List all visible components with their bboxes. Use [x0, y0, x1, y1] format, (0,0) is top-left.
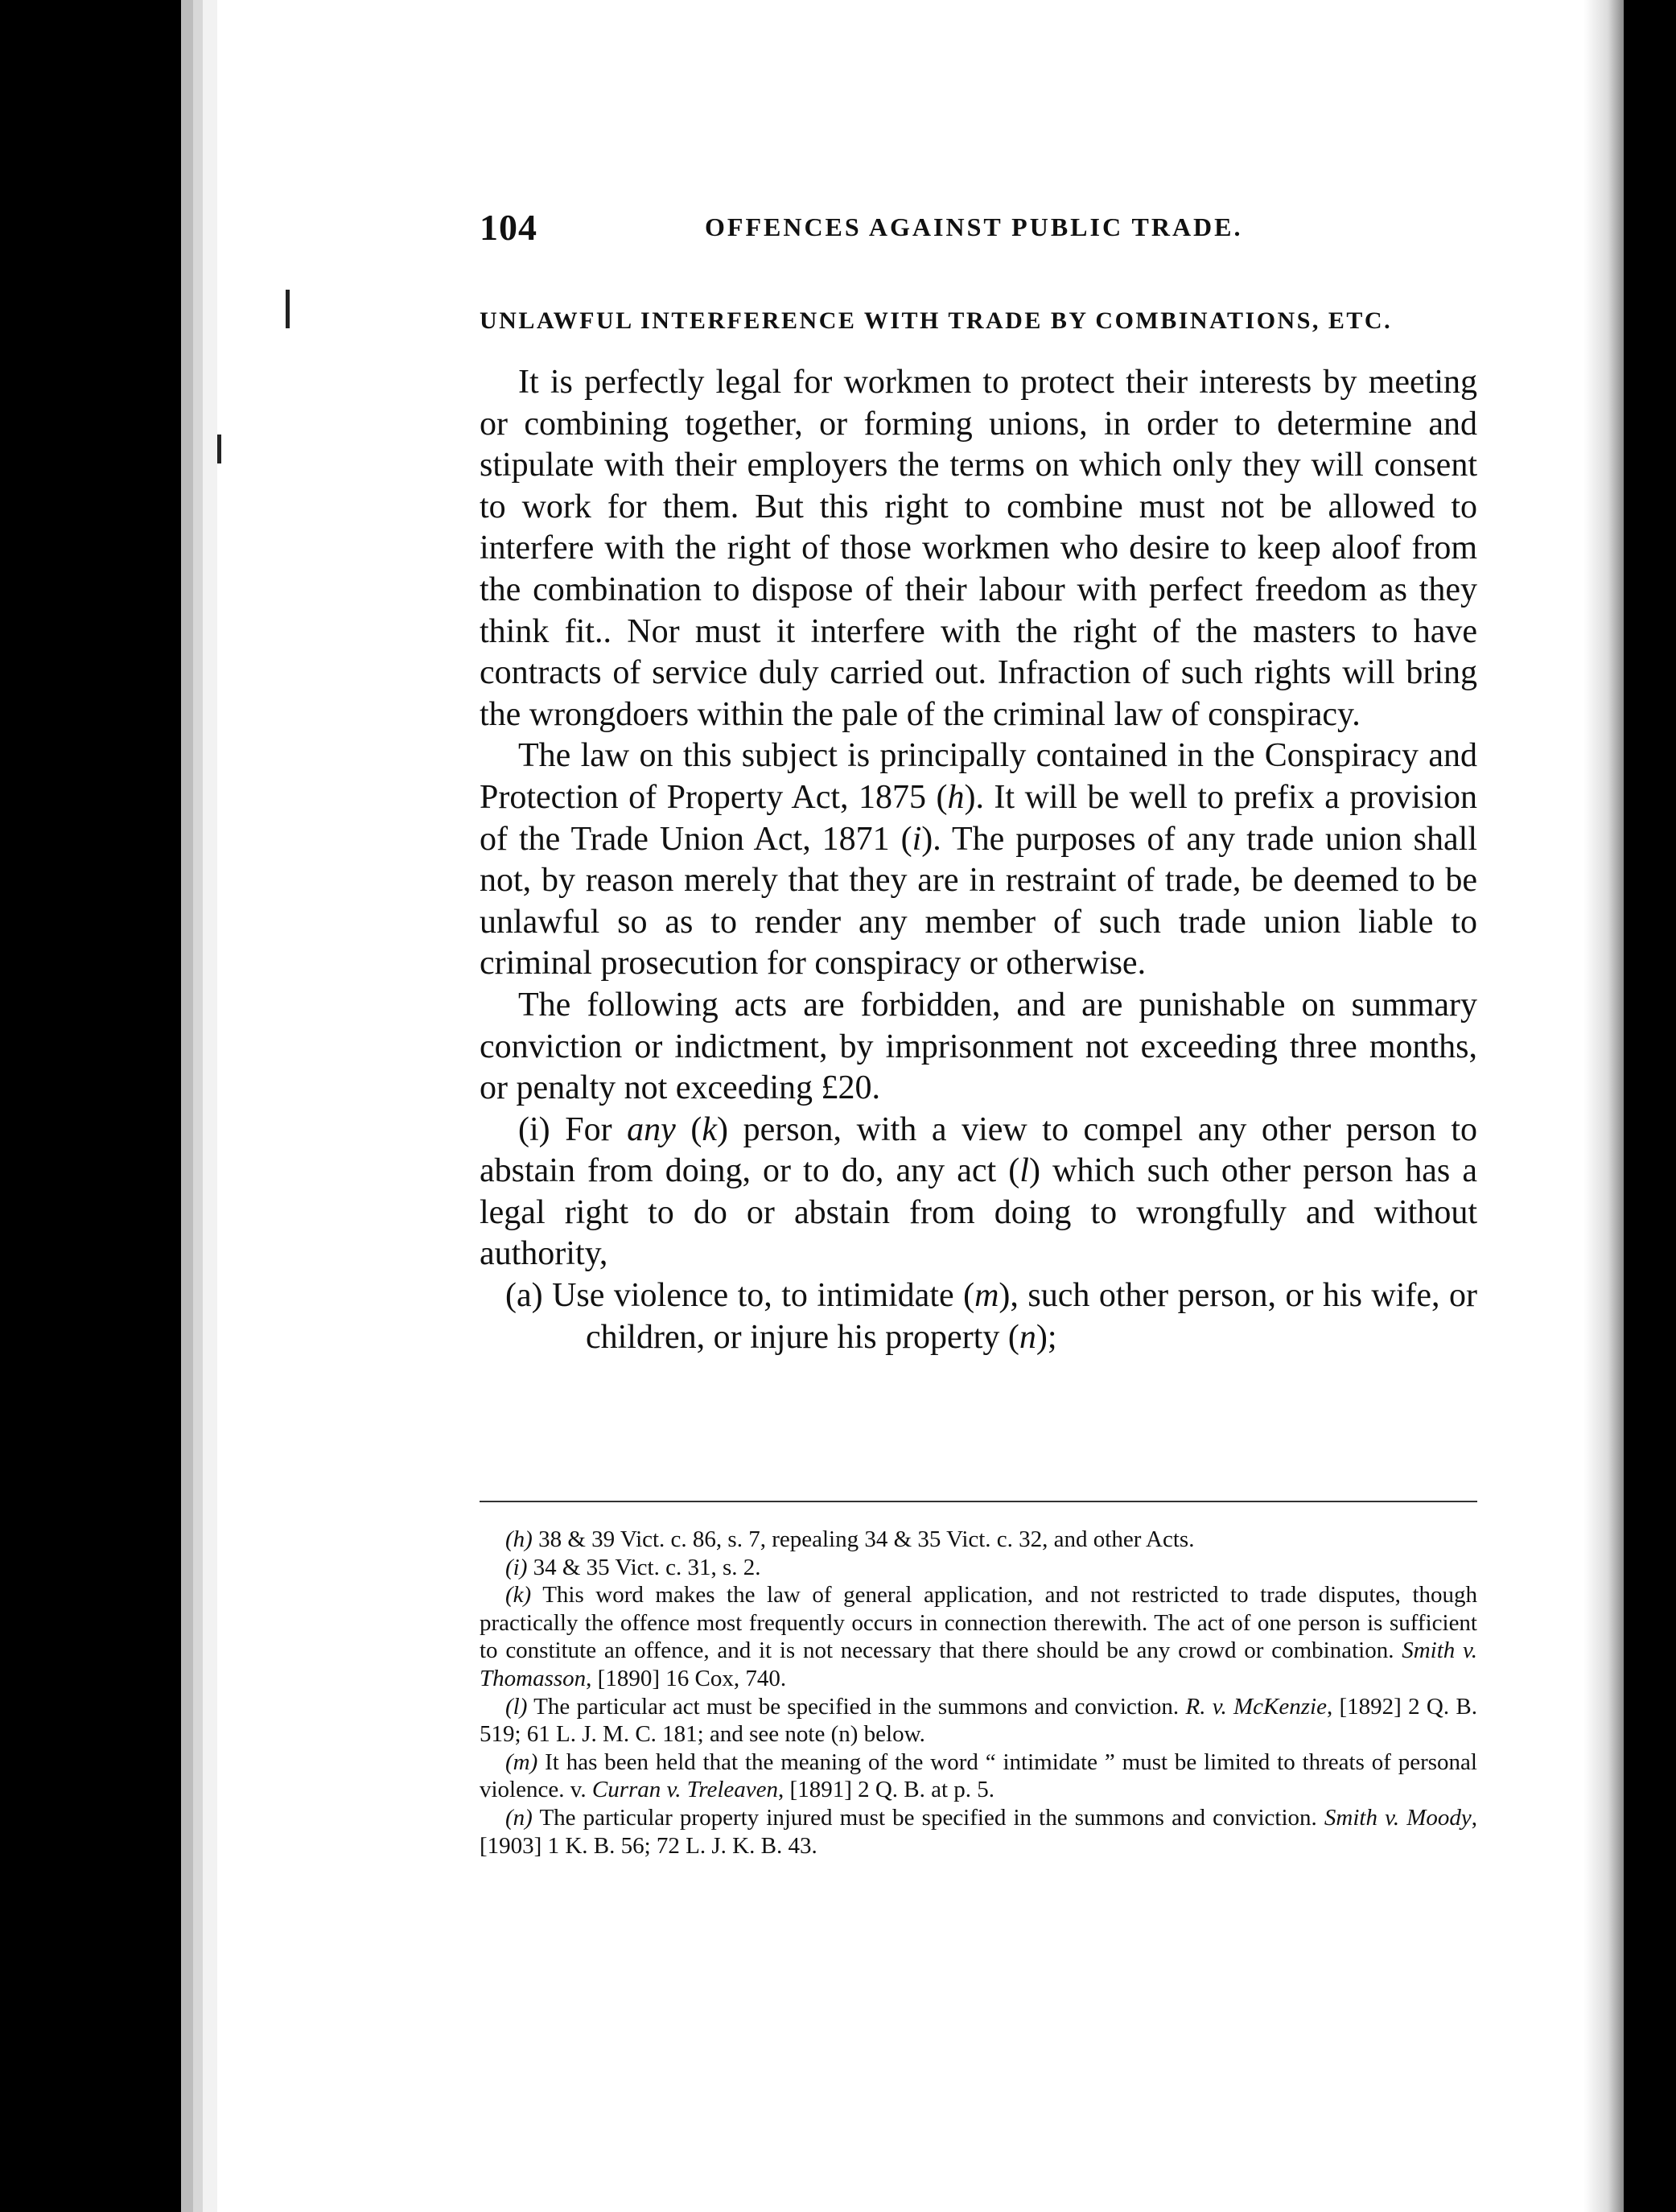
footnote-ref: h [947, 778, 965, 816]
running-head [480, 206, 1469, 254]
footnote-ref: m [974, 1277, 999, 1315]
scan-right-border [1624, 0, 1676, 2212]
footnote: (i) 34 & 35 Vict. c. 31, s. 2. [505, 1554, 761, 1580]
margin-mark [217, 435, 221, 463]
footnote: (h) 38 & 39 Vict. c. 86, s. 7, repealing 34 & 35 Vict. c. 32, and other Acts. [505, 1526, 1195, 1552]
footnote-ref: n [1019, 1318, 1036, 1356]
footnote-ref: l [1019, 1152, 1029, 1190]
footnote-rule [480, 1501, 1477, 1502]
emphasis: any [627, 1110, 676, 1148]
footnote-ref: k [702, 1110, 718, 1148]
footnote: (l) The particular act must be specified in the summons and conviction. R. v. McKenzie, [1892] 2 Q. B. 519; 61 L. J. M. C. 181; and see note (n) below. [480, 1693, 1477, 1748]
page-number: 104 [480, 207, 537, 248]
margin-mark [286, 290, 290, 328]
paragraph: The following acts are forbidden, and are punishable on summary conviction or indictment, by imprisonment not exceeding three months, or penalty not exceeding £20. [480, 986, 1477, 1107]
footnote: (m) It has been held that the meaning of the word “ intimidate ” must be limited to threats of personal violence. v. Curran v. Treleaven, [1891] 2 Q. B. at p. 5. [480, 1749, 1477, 1803]
paragraph: It is perfectly legal for workmen to protect their interests by meeting or combining together, or forming unions, in order to determine and stipulate with their employers the terms on which only they will consent to work for them. But this right to combine must not be allowed to interfere with the right of those workmen who desire to keep aloof from the combination to dispose of their labour with perfect freedom as they think fit.. Nor must it interfere with the right of the masters to have contracts of service duly carried out. Infraction of such rights will bring the wrongdoers within the pale of the criminal law of conspiracy. [480, 364, 1477, 733]
footnote: (n) The particular property injured must be specified in the summons and conviction. Smith v. Moody, [1903] 1 K. B. 56; 72 L. J. K. B. 43. [480, 1804, 1477, 1859]
footnote: (k) This word makes the law of general application, and not restricted to trade disputes, though practically the offence most frequently occurs in connection therewith. The act of one person is sufficient to constitute an offence, and it is not necessary that there should be any crowd or combination. Smith v. Thomasson, [1890] 16 Cox, 740. [480, 1582, 1478, 1691]
section-heading: UNLAWFUL INTERFERENCE WITH TRADE BY COMBINATIONS, ETC. [480, 307, 1393, 334]
running-title: OFFENCES AGAINST PUBLIC TRADE. [705, 212, 1243, 241]
paragraph: The law on this subject is principally contained in the Conspiracy and Protection of Property Act, 1875 (h). It will be well to prefix a provision of the Trade Union Act, 1871 (i). The purposes of any trade union shall not, by reason merely that they are in restraint of trade, be deemed to be unlawful so as to render any member of such trade union liable to criminal prosecution for conspiracy or otherwise. [480, 737, 1477, 982]
paragraph: (i) For any (k) person, with a view to compel any other person to abstain from doing, or to do, any act (l) which such other person has a legal right to do or abstain from doing to wrongfully and without authority, [480, 1110, 1478, 1273]
page-gutter-shadow [1583, 0, 1624, 2212]
body-text [480, 362, 1477, 1358]
list-item: (a) Use violence to, to intimidate (m), such other person, or his wife, or children, or injure his property (n); [505, 1277, 1477, 1356]
page-stack-edge [203, 0, 217, 2212]
footnote-ref: i [912, 820, 922, 858]
footnotes [480, 1526, 1477, 1860]
